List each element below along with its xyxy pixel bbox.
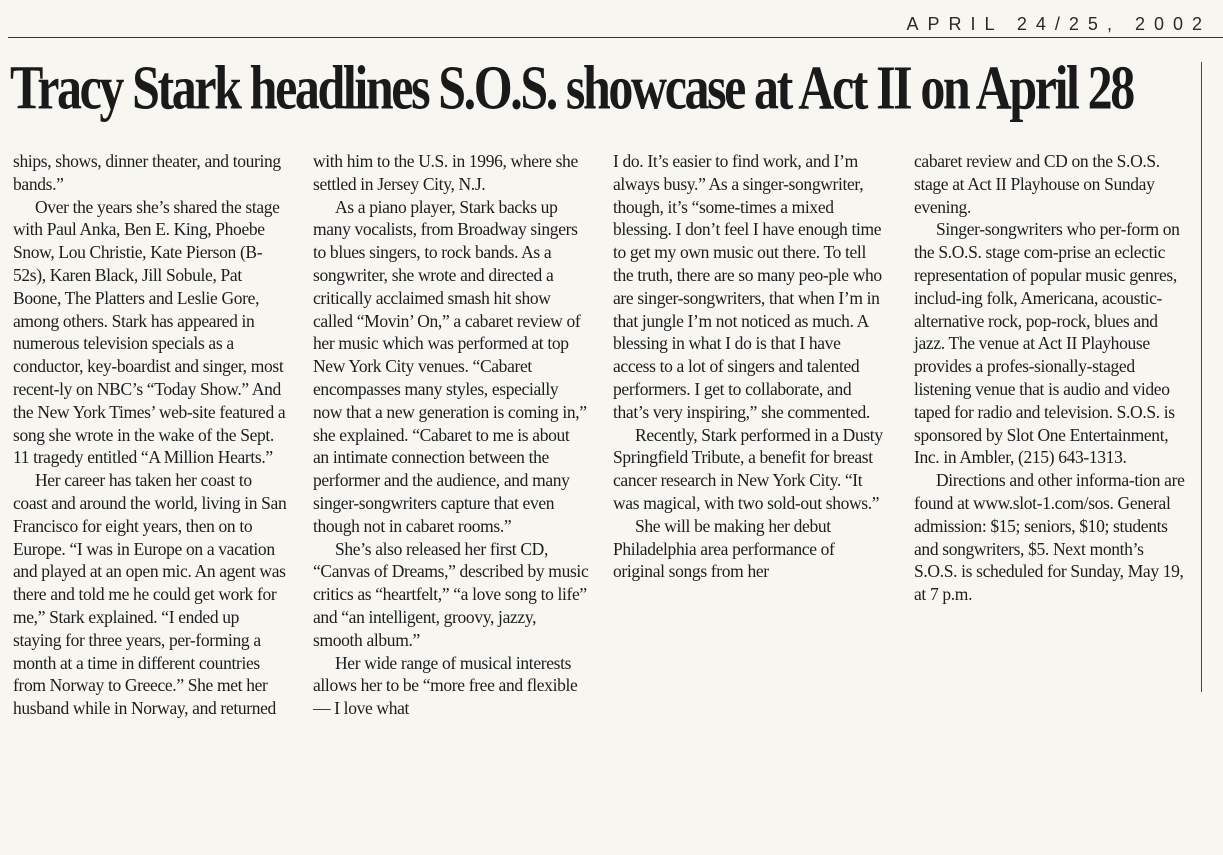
- article-column-2: [313, 150, 589, 720]
- article-column-3: [613, 150, 885, 583]
- paragraph: Singer-songwriters who per-form on the S.O.S. stage com-prise an eclectic representation of popular music genres, includ-ing folk, Americana, acoustic-alternative rock, pop-rock, blues and jazz. The venue at Act II Playhouse provides a profes-sionally-staged listening venue that is audio and video taped for radio and television. S.O.S. is sponsored by Slot One Entertainment, Inc. in Ambler, (215) 643-1313.: [914, 219, 1180, 468]
- paragraph: ships, shows, dinner theater, and touring bands.”: [13, 151, 281, 194]
- paragraph: As a piano player, Stark backs up many vocalists, from Broadway singers to blues singers, to rock bands. As a songwriter, she wrote and directed a critically acclaimed smash hit show called “Movin’ On,” a cabaret review of her music which was performed at top New York City venues. “Cabaret encompasses many styles, especially now that a new generation is coming in,” she explained. “Cabaret to me is about an intimate connection between the performer and the audience, and many singer-songwriters capture that even though not in cabaret rooms.”: [313, 196, 587, 536]
- paragraph: with him to the U.S. in 1996, where she settled in Jersey City, N.J.: [313, 151, 578, 194]
- paragraph: She will be making her debut Philadelphia area performance of original songs from her: [613, 515, 835, 582]
- paragraph: cabaret review and CD on the S.O.S. stage at Act II Playhouse on Sunday evening.: [914, 151, 1160, 217]
- paragraph: Directions and other informa-tion are found at www.slot-1.com/sos. General admission: $15; seniors, $10; students and songwriters, $5. Next month’s S.O.S. is scheduled for Sunday, May 19, at 7 p.m.: [914, 470, 1185, 605]
- side-rule: [1201, 62, 1202, 692]
- paragraph: Her career has taken her coast to coast and around the world, living in San Francisco for eight years, then on to Europe. “I was in Europe on a vacation and played at an open mic. An agent was there and told me he could get work for me,” Stark explained. “I ended up staying for three years, per-forming a month at a time in different countries from Norway to Greece.” She met her husband while in Norway, and returned: [13, 470, 287, 719]
- paragraph: Over the years she’s shared the stage with Paul Anka, Ben E. King, Phoebe Snow, Lou Christie, Kate Pierson (B-52s), Karen Black, Jill Sobule, Pat Boone, The Platters and Leslie Gore, among others. Stark has appeared in numerous television specials as a conductor, key-boardist and singer, most recent-ly on NBC’s “Today Show.” And the New York Times’ web-site featured a song she wrote in the wake of the Sept. 11 tragedy entitled “A Million Hearts.”: [13, 196, 286, 468]
- paragraph: I do. It’s easier to find work, and I’m always busy.” As a singer-songwriter, though, it’s “some-times a mixed blessing. I don’t feel I have enough time to get my own music out there. To tell the truth, there are so many peo-ple who are singer-songwriters, that when I’m in that jungle I’m not noticed as much. A blessing in what I do is that I have access to a lot of singers and talented performers. I get to collaborate, and that’s very inspiring,” she commented.: [613, 151, 882, 422]
- article-column-1: [13, 150, 288, 720]
- paragraph: Recently, Stark performed in a Dusty Springfield Tribute, a benefit for breast cancer research in New York City. “It was magical, with two sold-out shows.”: [613, 424, 883, 513]
- article-column-4: [914, 150, 1188, 606]
- dateline: APRIL 24/25, 2002: [906, 14, 1211, 34]
- headline: Tracy Stark headlines S.O.S. showcase at Act II on April 28: [10, 52, 1133, 123]
- paragraph: She’s also released her first CD, “Canvas of Dreams,” described by music critics as “heartfelt,” “a love song to life” and “an intelligent, groovy, jazzy, smooth album.”: [313, 538, 589, 650]
- paragraph: Her wide range of musical interests allows her to be “more free and flexible — I love what: [313, 652, 578, 719]
- top-rule: [8, 37, 1223, 38]
